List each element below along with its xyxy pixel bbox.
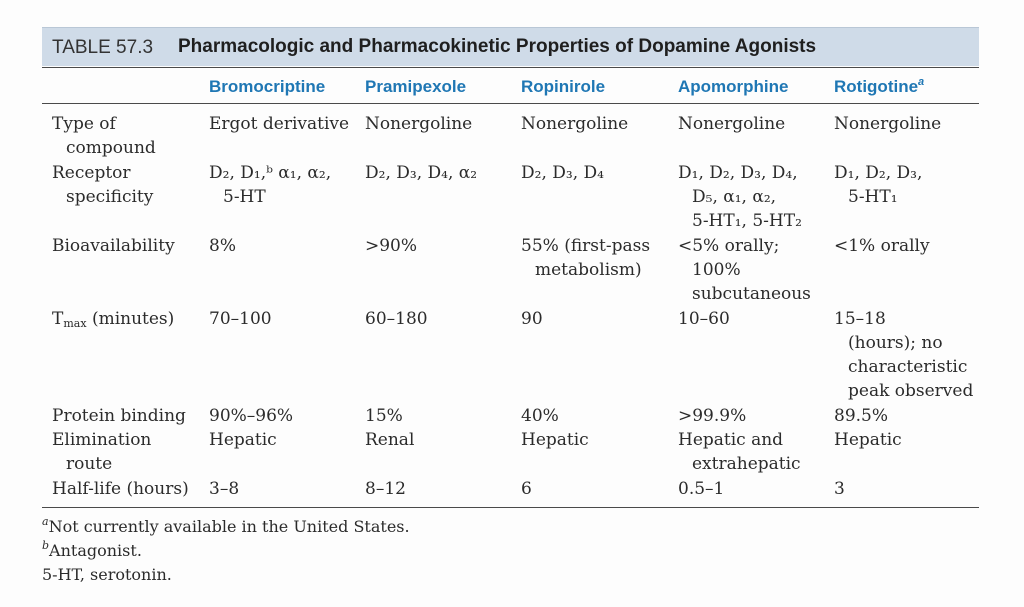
cell-bioavailability-pramipexole: >90%: [365, 236, 418, 256]
cell-receptor-bromocriptine-line1: D₂, D₁,ᵇ α₁, α₂,: [209, 163, 332, 183]
cell-tmax-rotigotine-line3: characteristic: [848, 357, 968, 377]
cell-receptor-apomorphine-line2: D₅, α₁, α₂,: [692, 187, 777, 207]
row-label-elimination: [52, 428, 151, 476]
cell-receptor-rotigotine: [834, 161, 922, 209]
cell-tmax-pramipexole: 60–180: [365, 309, 428, 329]
row-label-receptor-line2: specificity: [66, 187, 154, 207]
cell-tmax-ropinirole: 90: [521, 309, 543, 329]
row-label-receptor: [52, 161, 153, 209]
cell-type-bromocriptine: Ergot derivative: [209, 114, 350, 134]
top-rule: [42, 67, 979, 68]
footnote-a: [42, 516, 410, 538]
cell-tmax-bromocriptine: 70–100: [209, 309, 272, 329]
cell-halflife-pramipexole: 8–12: [365, 479, 406, 499]
cell-protein-ropinirole: 40%: [521, 406, 559, 426]
cell-receptor-rotigotine-line2: 5-HT₁: [848, 187, 898, 207]
cell-halflife-rotigotine: 3: [834, 479, 845, 499]
row-label-bioavailability: Bioavailability: [52, 236, 175, 256]
cell-bioavailability-bromocriptine: 8%: [209, 236, 236, 256]
cell-receptor-apomorphine: [678, 161, 802, 233]
cell-bioavailability-apomorphine: [678, 234, 811, 306]
cell-elimination-pramipexole: Renal: [365, 430, 415, 450]
cell-bioavailability-apomorphine-line3: subcutaneous: [692, 284, 811, 304]
cell-tmax-rotigotine-line1: 15–18: [834, 309, 886, 329]
cell-elimination-apomorphine-line2: extrahepatic: [692, 454, 801, 474]
cell-tmax-rotigotine: [834, 307, 973, 403]
cell-halflife-apomorphine: 0.5–1: [678, 479, 725, 499]
row-label-tmax-symbol: T: [52, 309, 64, 329]
row-label-tmax-unit: (minutes): [86, 309, 175, 329]
footnote-5ht: 5-HT, serotonin.: [42, 565, 172, 584]
cell-elimination-apomorphine: [678, 428, 801, 476]
cell-receptor-ropinirole: D₂, D₃, D₄: [521, 163, 604, 183]
cell-elimination-bromocriptine: Hepatic: [209, 430, 277, 450]
footnote-b-mark: b: [42, 539, 50, 552]
row-label-type: [52, 112, 156, 160]
cell-bioavailability-apomorphine-line2: 100%: [692, 260, 741, 280]
cell-bioavailability-ropinirole-line2: metabolism): [535, 260, 642, 280]
row-label-protein: Protein binding: [52, 406, 186, 426]
cell-receptor-bromocriptine-line2: 5-HT: [223, 187, 266, 207]
footnote-a-text: Not currently available in the United States.: [48, 517, 410, 536]
row-label-halflife: Half-life (hours): [52, 479, 189, 499]
column-header-rotigotine-label: Rotigotine: [834, 77, 919, 96]
row-label-type-line1: Type of: [52, 114, 116, 134]
cell-protein-pramipexole: 15%: [365, 406, 403, 426]
cell-receptor-rotigotine-line1: D₁, D₂, D₃,: [834, 163, 923, 183]
cell-tmax-rotigotine-line2: (hours); no: [848, 333, 943, 353]
cell-halflife-ropinirole: 6: [521, 479, 532, 499]
cell-receptor-apomorphine-line3: 5-HT₁, 5-HT₂: [692, 211, 802, 231]
cell-receptor-pramipexole: D₂, D₃, D₄, α₂: [365, 163, 478, 183]
bottom-rule: [42, 507, 979, 508]
column-header-pramipexole: Pramipexole: [365, 77, 467, 96]
table-number: TABLE 57.3: [52, 37, 154, 58]
row-label-type-line2: compound: [66, 138, 156, 158]
row-label-receptor-line1: Receptor: [52, 163, 131, 183]
cell-type-ropinirole: Nonergoline: [521, 114, 629, 134]
cell-elimination-ropinirole: Hepatic: [521, 430, 589, 450]
cell-type-rotigotine: Nonergoline: [834, 114, 942, 134]
cell-tmax-apomorphine: 10–60: [678, 309, 730, 329]
cell-halflife-bromocriptine: 3–8: [209, 479, 240, 499]
cell-bioavailability-apomorphine-line1: <5% orally;: [678, 236, 780, 256]
cell-type-pramipexole: Nonergoline: [365, 114, 473, 134]
table-title: Pharmacologic and Pharmacokinetic Properties of Dopamine Agonists: [178, 36, 817, 57]
cell-bioavailability-ropinirole: [521, 234, 650, 282]
row-label-tmax: [52, 307, 174, 331]
row-label-elimination-line2: route: [66, 454, 113, 474]
cell-elimination-rotigotine: Hepatic: [834, 430, 902, 450]
cell-protein-bromocriptine: 90%–96%: [209, 406, 294, 426]
cell-tmax-rotigotine-line4: peak observed: [848, 381, 974, 401]
cell-protein-apomorphine: >99.9%: [678, 406, 747, 426]
table-title-bar: [42, 27, 979, 66]
footnote-b: [42, 540, 142, 562]
cell-receptor-bromocriptine: [209, 161, 331, 209]
column-header-ropinirole: Ropinirole: [521, 77, 606, 96]
cell-type-apomorphine: Nonergoline: [678, 114, 786, 134]
cell-receptor-apomorphine-line1: D₁, D₂, D₃, D₄,: [678, 163, 798, 183]
column-header-bromocriptine: Bromocriptine: [209, 77, 326, 96]
cell-elimination-apomorphine-line1: Hepatic and: [678, 430, 784, 450]
row-label-tmax-subscript: max: [63, 317, 87, 330]
footnote-a-mark: a: [42, 515, 49, 528]
cell-bioavailability-rotigotine: <1% orally: [834, 236, 930, 256]
cell-protein-rotigotine: 89.5%: [834, 406, 889, 426]
column-header-apomorphine: Apomorphine: [678, 77, 789, 96]
footnote-b-text: Antagonist.: [49, 541, 142, 560]
footnote-a-marker: a: [918, 76, 925, 88]
row-label-elimination-line1: Elimination: [52, 430, 152, 450]
header-rule: [42, 103, 979, 104]
cell-bioavailability-ropinirole-line1: 55% (first-pass: [521, 236, 651, 256]
column-header-rotigotine: [834, 77, 924, 97]
